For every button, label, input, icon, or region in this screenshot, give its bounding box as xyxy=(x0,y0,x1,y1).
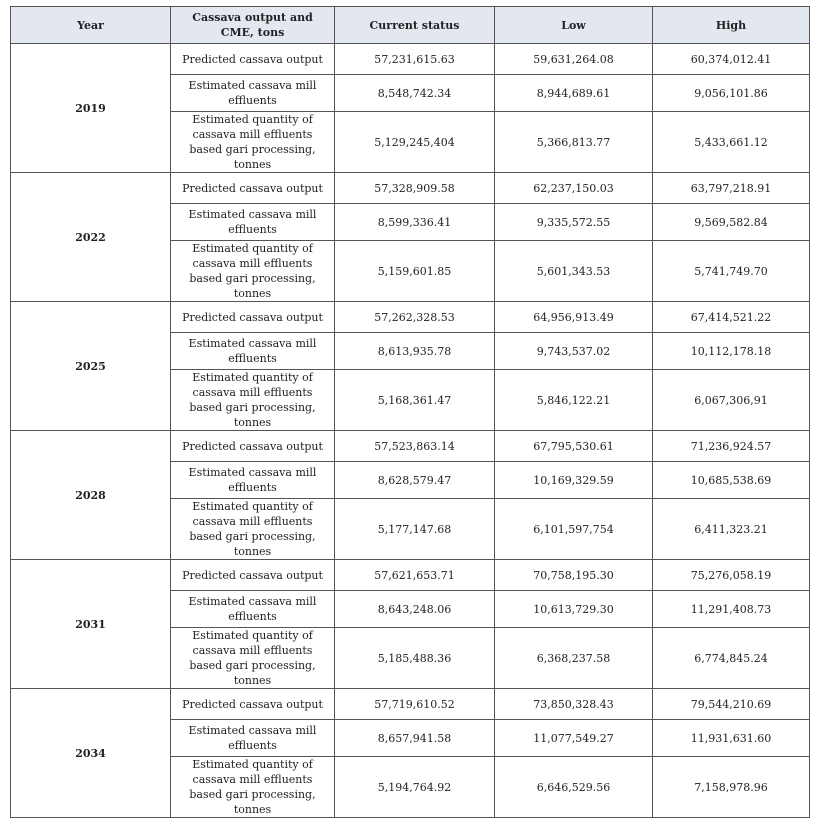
metric-label-cell: Predicted cassava output xyxy=(171,560,335,591)
current-status-cell: 5,159,601.85 xyxy=(335,241,495,302)
low-cell: 10,613,729.30 xyxy=(495,591,653,628)
year-cell: 2031 xyxy=(11,560,171,689)
table-row xyxy=(11,560,810,591)
low-cell: 10,169,329.59 xyxy=(495,462,653,499)
metric-label-cell: Predicted cassava output xyxy=(171,431,335,462)
year-cell: 2022 xyxy=(11,173,171,302)
low-cell: 5,601,343.53 xyxy=(495,241,653,302)
current-status-cell: 5,168,361.47 xyxy=(335,370,495,431)
high-cell: 10,685,538.69 xyxy=(653,462,810,499)
table-row xyxy=(11,689,810,720)
current-status-cell: 8,657,941.58 xyxy=(335,720,495,757)
current-status-cell: 57,262,328.53 xyxy=(335,302,495,333)
high-cell: 9,056,101.86 xyxy=(653,75,810,112)
high-cell: 75,276,058.19 xyxy=(653,560,810,591)
year-cell: 2019 xyxy=(11,44,171,173)
current-status-cell: 5,194,764.92 xyxy=(335,757,495,818)
table-row xyxy=(11,431,810,462)
header-high: High xyxy=(653,7,810,44)
metric-label-cell: Estimated quantity of cassava mill effluents based gari processing, tonnes xyxy=(171,241,335,302)
cassava-projection-table xyxy=(10,6,810,818)
high-cell: 7,158,978.96 xyxy=(653,757,810,818)
high-cell: 67,414,521.22 xyxy=(653,302,810,333)
current-status-cell: 8,643,248.06 xyxy=(335,591,495,628)
high-cell: 6,067,306,91 xyxy=(653,370,810,431)
metric-label-cell: Estimated cassava mill effluents xyxy=(171,720,335,757)
current-status-cell: 5,177,147.68 xyxy=(335,499,495,560)
header-year: Year xyxy=(11,7,171,44)
high-cell: 5,433,661.12 xyxy=(653,112,810,173)
low-cell: 70,758,195.30 xyxy=(495,560,653,591)
table-row xyxy=(11,302,810,333)
low-cell: 8,944,689.61 xyxy=(495,75,653,112)
metric-label-cell: Estimated cassava mill effluents xyxy=(171,591,335,628)
low-cell: 6,646,529.56 xyxy=(495,757,653,818)
high-cell: 6,774,845.24 xyxy=(653,628,810,689)
metric-label-cell: Estimated cassava mill effluents xyxy=(171,462,335,499)
metric-label-cell: Estimated quantity of cassava mill effluents based gari processing, tonnes xyxy=(171,628,335,689)
table-row xyxy=(11,44,810,75)
current-status-cell: 57,621,653.71 xyxy=(335,560,495,591)
metric-label-cell: Predicted cassava output xyxy=(171,173,335,204)
high-cell: 9,569,582.84 xyxy=(653,204,810,241)
low-cell: 11,077,549.27 xyxy=(495,720,653,757)
header-low: Low xyxy=(495,7,653,44)
low-cell: 64,956,913.49 xyxy=(495,302,653,333)
current-status-cell: 57,231,615.63 xyxy=(335,44,495,75)
year-cell: 2034 xyxy=(11,689,171,818)
low-cell: 6,368,237.58 xyxy=(495,628,653,689)
high-cell: 71,236,924.57 xyxy=(653,431,810,462)
current-status-cell: 5,185,488.36 xyxy=(335,628,495,689)
metric-label-cell: Estimated quantity of cassava mill effluents based gari processing, tonnes xyxy=(171,757,335,818)
current-status-cell: 57,719,610.52 xyxy=(335,689,495,720)
current-status-cell: 8,599,336.41 xyxy=(335,204,495,241)
metric-label-cell: Predicted cassava output xyxy=(171,302,335,333)
year-cell: 2028 xyxy=(11,431,171,560)
current-status-cell: 8,613,935.78 xyxy=(335,333,495,370)
low-cell: 62,237,150.03 xyxy=(495,173,653,204)
low-cell: 5,846,122.21 xyxy=(495,370,653,431)
low-cell: 67,795,530.61 xyxy=(495,431,653,462)
low-cell: 59,631,264.08 xyxy=(495,44,653,75)
metric-label-cell: Estimated cassava mill effluents xyxy=(171,333,335,370)
current-status-cell: 57,328,909.58 xyxy=(335,173,495,204)
high-cell: 63,797,218.91 xyxy=(653,173,810,204)
metric-label-cell: Estimated quantity of cassava mill effluents based gari processing, tonnes xyxy=(171,499,335,560)
metric-label-cell: Estimated cassava mill effluents xyxy=(171,204,335,241)
low-cell: 6,101,597,754 xyxy=(495,499,653,560)
header-row xyxy=(11,7,810,44)
table-body xyxy=(11,44,810,818)
metric-label-cell: Estimated cassava mill effluents xyxy=(171,75,335,112)
table-row xyxy=(11,173,810,204)
low-cell: 9,335,572.55 xyxy=(495,204,653,241)
metric-label-cell: Estimated quantity of cassava mill effluents based gari processing, tonnes xyxy=(171,370,335,431)
header-current-status: Current status xyxy=(335,7,495,44)
low-cell: 5,366,813.77 xyxy=(495,112,653,173)
year-cell: 2025 xyxy=(11,302,171,431)
header-output-cme: Cassava output and CME, tons xyxy=(171,7,335,44)
high-cell: 11,931,631.60 xyxy=(653,720,810,757)
metric-label-cell: Predicted cassava output xyxy=(171,44,335,75)
current-status-cell: 57,523,863.14 xyxy=(335,431,495,462)
high-cell: 10,112,178.18 xyxy=(653,333,810,370)
high-cell: 60,374,012.41 xyxy=(653,44,810,75)
high-cell: 5,741,749.70 xyxy=(653,241,810,302)
low-cell: 73,850,328.43 xyxy=(495,689,653,720)
current-status-cell: 8,548,742.34 xyxy=(335,75,495,112)
high-cell: 79,544,210.69 xyxy=(653,689,810,720)
current-status-cell: 8,628,579.47 xyxy=(335,462,495,499)
high-cell: 6,411,323.21 xyxy=(653,499,810,560)
metric-label-cell: Predicted cassava output xyxy=(171,689,335,720)
metric-label-cell: Estimated quantity of cassava mill effluents based gari processing, tonnes xyxy=(171,112,335,173)
low-cell: 9,743,537.02 xyxy=(495,333,653,370)
high-cell: 11,291,408.73 xyxy=(653,591,810,628)
current-status-cell: 5,129,245,404 xyxy=(335,112,495,173)
